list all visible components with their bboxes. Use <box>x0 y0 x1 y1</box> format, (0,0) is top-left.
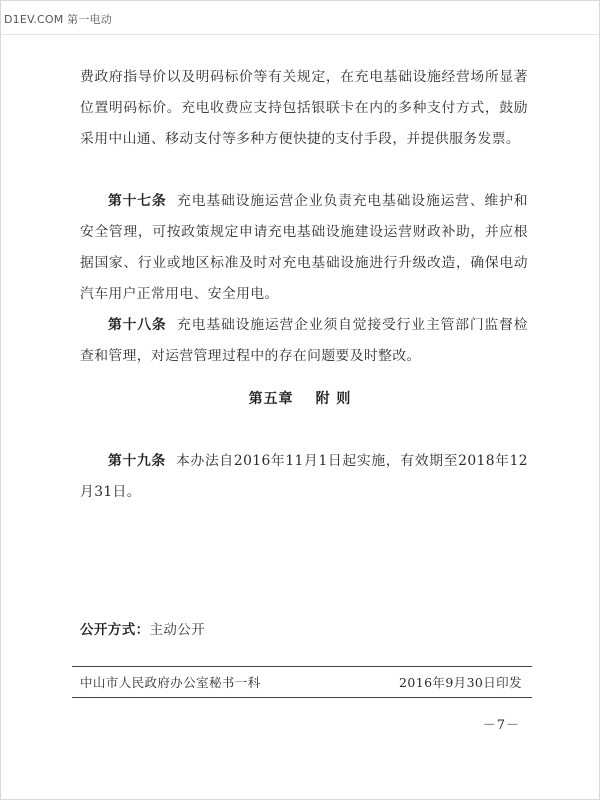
footer-rule-top <box>72 666 532 667</box>
chapter-heading <box>0 388 600 408</box>
article-19 <box>80 446 528 508</box>
paragraph-continuation <box>80 62 528 155</box>
disclosure-line <box>80 618 205 638</box>
article-text: 充电基础设施运营企业须自觉接受行业主管部门监督检查和管理，对运营管理过程中的存在问题要及时整改。 <box>80 317 528 364</box>
chapter-number: 第五章 <box>248 391 294 407</box>
article-number: 第十九条 <box>108 453 166 469</box>
article-number: 第十七条 <box>108 193 167 209</box>
article-18 <box>80 310 528 372</box>
disclosure-label: 公开方式： <box>80 622 150 638</box>
header-divider <box>0 34 600 35</box>
article-17 <box>80 186 528 310</box>
disclosure-value: 主动公开 <box>149 622 206 638</box>
article-text: 充电基础设施运营企业负责充电基础设施运营、维护和安全管理，可按政策规定申请充电基础设施建设运营财政补助，并应根据国家、行业或地区标准及时对充电基础设施进行升级改造，确保电动汽车用户正常用电、安全用电。 <box>80 193 528 302</box>
paragraph-text: 费政府指导价以及明码标价等有关规定，在充电基础设施经营场所显著位置明码标价。充电收费应支持包括银联卡在内的多种支付方式，鼓励采用中山通、移动支付等多种方便快捷的支付手段，并提供服务发票。 <box>80 69 528 147</box>
footer-issue-date: 2016年9月30日印发 <box>399 675 522 690</box>
footer-rule-bottom <box>72 697 532 698</box>
chapter-title: 附 则 <box>315 391 352 407</box>
footer-issuer: 中山市人民政府办公室秘书一科 <box>80 675 261 690</box>
article-text: 本办法自2016年11月1日起实施，有效期至2018年12月31日。 <box>80 453 528 500</box>
page-number: －7－ <box>482 718 520 733</box>
site-watermark: D1EV.COM 第一电动 <box>4 13 112 26</box>
article-number: 第十八条 <box>108 317 167 333</box>
